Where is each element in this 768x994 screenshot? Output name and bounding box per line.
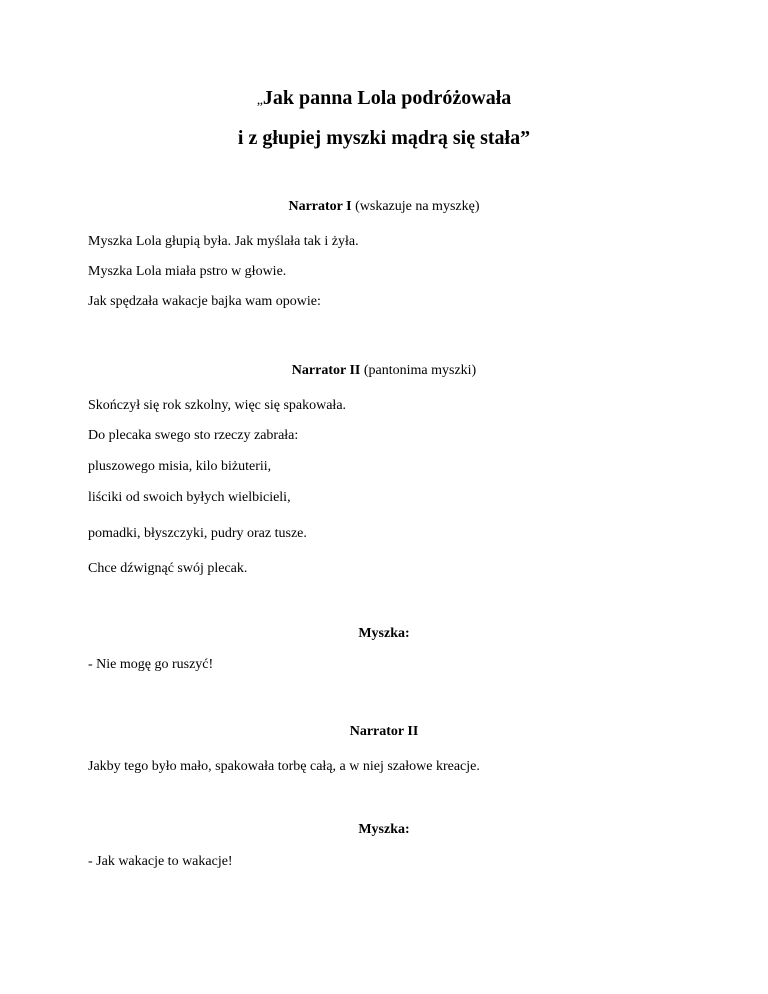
text-line: Jakby tego było mało, spakowała torbę całą, a w niej szałowe kreacje. [88,759,480,774]
text-line: pluszowego misia, kilo biżuterii, [88,459,272,474]
title-opening-quote: „ [256,93,263,108]
speaker-heading-narrator-2 [0,362,768,380]
text-line: Skończył się rok szkolny, więc się spakowała. [88,398,347,413]
speaker-heading-myszka [0,625,768,643]
stage-direction: (wskazuje na myszkę) [351,199,480,214]
stage-direction: (pantonima myszki) [360,363,477,378]
speaker-name: Myszka: [358,822,410,837]
speaker-heading-narrator-2 [0,723,768,741]
text-line: Myszka Lola głupią była. Jak myślała tak i żyła. [88,234,359,249]
speaker-name: Narrator II [291,363,361,378]
text-line: pomadki, błyszczyki, pudry oraz tusze. [88,526,307,541]
text-line: - Jak wakacje to wakacje! [88,854,233,869]
text-line: Do plecaka swego sto rzeczy zabrała: [88,428,299,443]
text-line: Myszka Lola miała pstro w głowie. [88,264,287,279]
title-line-2 [0,126,768,150]
text-line: - Nie mogę go ruszyć! [88,657,214,672]
speaker-heading-myszka [0,821,768,839]
title-text-2: i z głupiej myszki mądrą się stała” [237,127,531,149]
speaker-name: Myszka: [358,626,410,641]
text-line: Jak spędzała wakacje bajka wam opowie: [88,294,321,309]
speaker-name: Narrator I [288,199,352,214]
text-line: liściki od swoich byłych wielbicieli, [88,490,291,505]
text-line: Chce dźwignąć swój plecak. [88,561,248,576]
title-line-1 [0,86,768,113]
speaker-name: Narrator II [349,724,419,739]
speaker-heading-narrator-1 [0,198,768,216]
title-text-1: Jak panna Lola podróżowała [262,87,512,109]
